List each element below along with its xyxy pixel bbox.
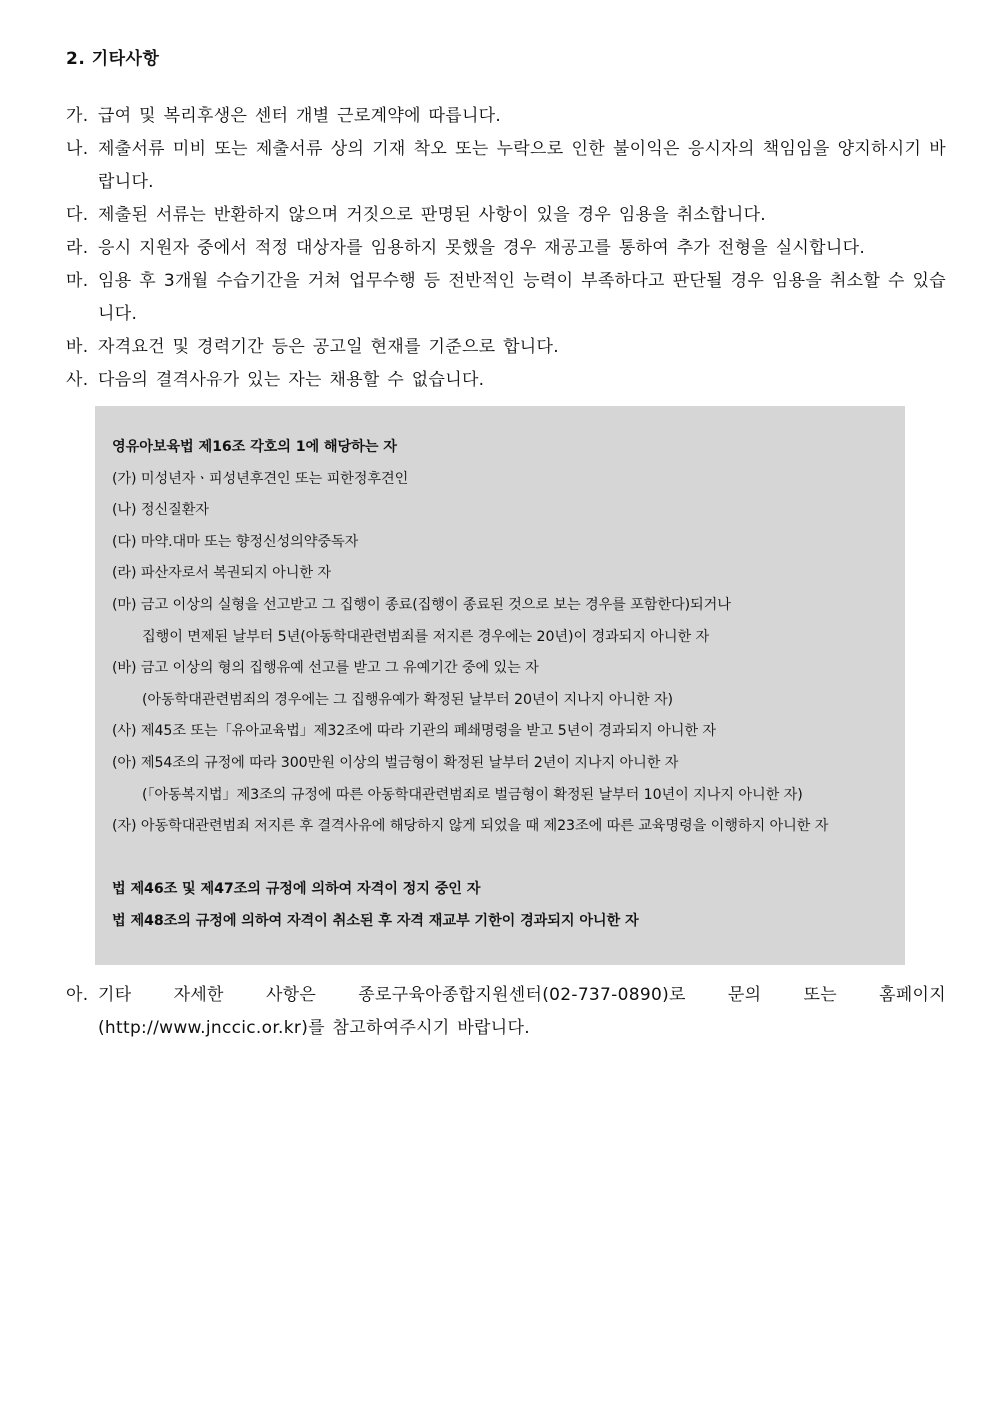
box-footer-line: 법 제48조의 규정에 의하여 자격이 취소된 후 자격 재교부 기한이 경과되지 아니한 자	[112, 912, 639, 929]
box-line: (마) 금고 이상의 실형을 선고받고 그 집행이 종료(집행이 종료된 것으로 보는 경우를 포함한다)되거나	[112, 596, 731, 613]
box-line: (아) 제54조의 규정에 따라 300만원 이상의 벌금형이 확정된 날부터 2년이 지나지 아니한 자	[112, 754, 679, 771]
box-line: (다) 마약.대마 또는 향정신성의약중독자	[112, 533, 359, 550]
item-text: 다음의 결격사유가 있는 자는 채용할 수 없습니다.	[98, 370, 485, 390]
spacer	[112, 843, 897, 875]
notice-list	[66, 100, 946, 397]
disqualification-box	[95, 406, 905, 965]
list-item	[66, 979, 946, 1045]
box-line: (라) 파산자로서 복권되지 아니한 자	[112, 565, 331, 582]
item-marker: 가.	[66, 106, 89, 126]
box-line: (아동학대관련범죄의 경우에는 그 집행유예가 확정된 날부터 20년이 지나지 아니한 자)	[142, 691, 673, 708]
list-item	[66, 199, 946, 232]
item-marker: 다.	[66, 205, 89, 225]
box-line: (가) 미성년자ㆍ피성년후견인 또는 피한정후견인	[112, 470, 409, 487]
box-line: 집행이 면제된 날부터 5년(아동학대관련범죄를 저지른 경우에는 20년)이 경과되지 아니한 자	[142, 628, 710, 645]
item-marker: 사.	[66, 370, 89, 390]
item-marker: 라.	[66, 238, 89, 258]
item-text: 자격요건 및 경력기간 등은 공고일 현재를 기준으로 합니다.	[98, 337, 559, 357]
list-item	[66, 265, 946, 331]
notice-list-continued	[66, 979, 946, 1045]
box-line: (나) 정신질환자	[112, 502, 209, 519]
list-item	[66, 133, 946, 199]
box-footer-line: 법 제46조 및 제47조의 규정에 의하여 자격이 정지 중인 자	[112, 881, 481, 898]
list-item	[66, 100, 946, 133]
item-text: 제출서류 미비 또는 제출서류 상의 기재 착오 또는 누락으로 인한 불이익은 응시자의 책임임을 양지하시기 바랍니다.	[98, 139, 946, 192]
item-marker: 나.	[66, 139, 89, 159]
box-line: (바) 금고 이상의 형의 집행유예 선고를 받고 그 유예기간 중에 있는 자	[112, 660, 539, 677]
item-text: 급여 및 복리후생은 센터 개별 근로계약에 따릅니다.	[98, 106, 502, 126]
list-item	[66, 364, 946, 397]
item-marker: 바.	[66, 337, 89, 357]
item-text: 응시 지원자 중에서 적정 대상자를 임용하지 못했을 경우 재공고를 통하여 추가 전형을 실시합니다.	[98, 238, 866, 258]
list-item	[66, 331, 946, 364]
box-line: (「아동복지법」제3조의 규정에 따른 아동학대관련범죄로 벌금형이 확정된 날부터 10년이 지나지 아니한 자)	[142, 786, 803, 803]
section-title: 2. 기타사항	[66, 49, 160, 69]
item-marker: 아.	[66, 985, 89, 1005]
item-text: 제출된 서류는 반환하지 않으며 거짓으로 판명된 사항이 있을 경우 임용을 취소합니다.	[98, 205, 767, 225]
item-text: 임용 후 3개월 수습기간을 거쳐 업무수행 등 전반적인 능력이 부족하다고 판단될 경우 임용을 취소할 수 있습니다.	[98, 271, 946, 324]
box-heading: 영유아보육법 제16조 각호의 1에 해당하는 자	[112, 439, 397, 455]
box-line: (자) 아동학대관련범죄 저지른 후 결격사유에 해당하지 않게 되었을 때 제23조에 따른 교육명령을 이행하지 아니한 자	[112, 818, 829, 835]
box-line: (사) 제45조 또는「유아교육법」제32조에 따라 기관의 폐쇄명령을 받고 5년이 경과되지 아니한 자	[112, 723, 716, 740]
list-item	[66, 232, 946, 265]
item-marker: 마.	[66, 271, 89, 291]
item-text: 기타 자세한 사항은 종로구육아종합지원센터(02-737-0890)로 문의 또는 홈페이지 (http://www.jnccic.or.kr)를 참고하여주시기 바랍니다.	[98, 985, 946, 1038]
